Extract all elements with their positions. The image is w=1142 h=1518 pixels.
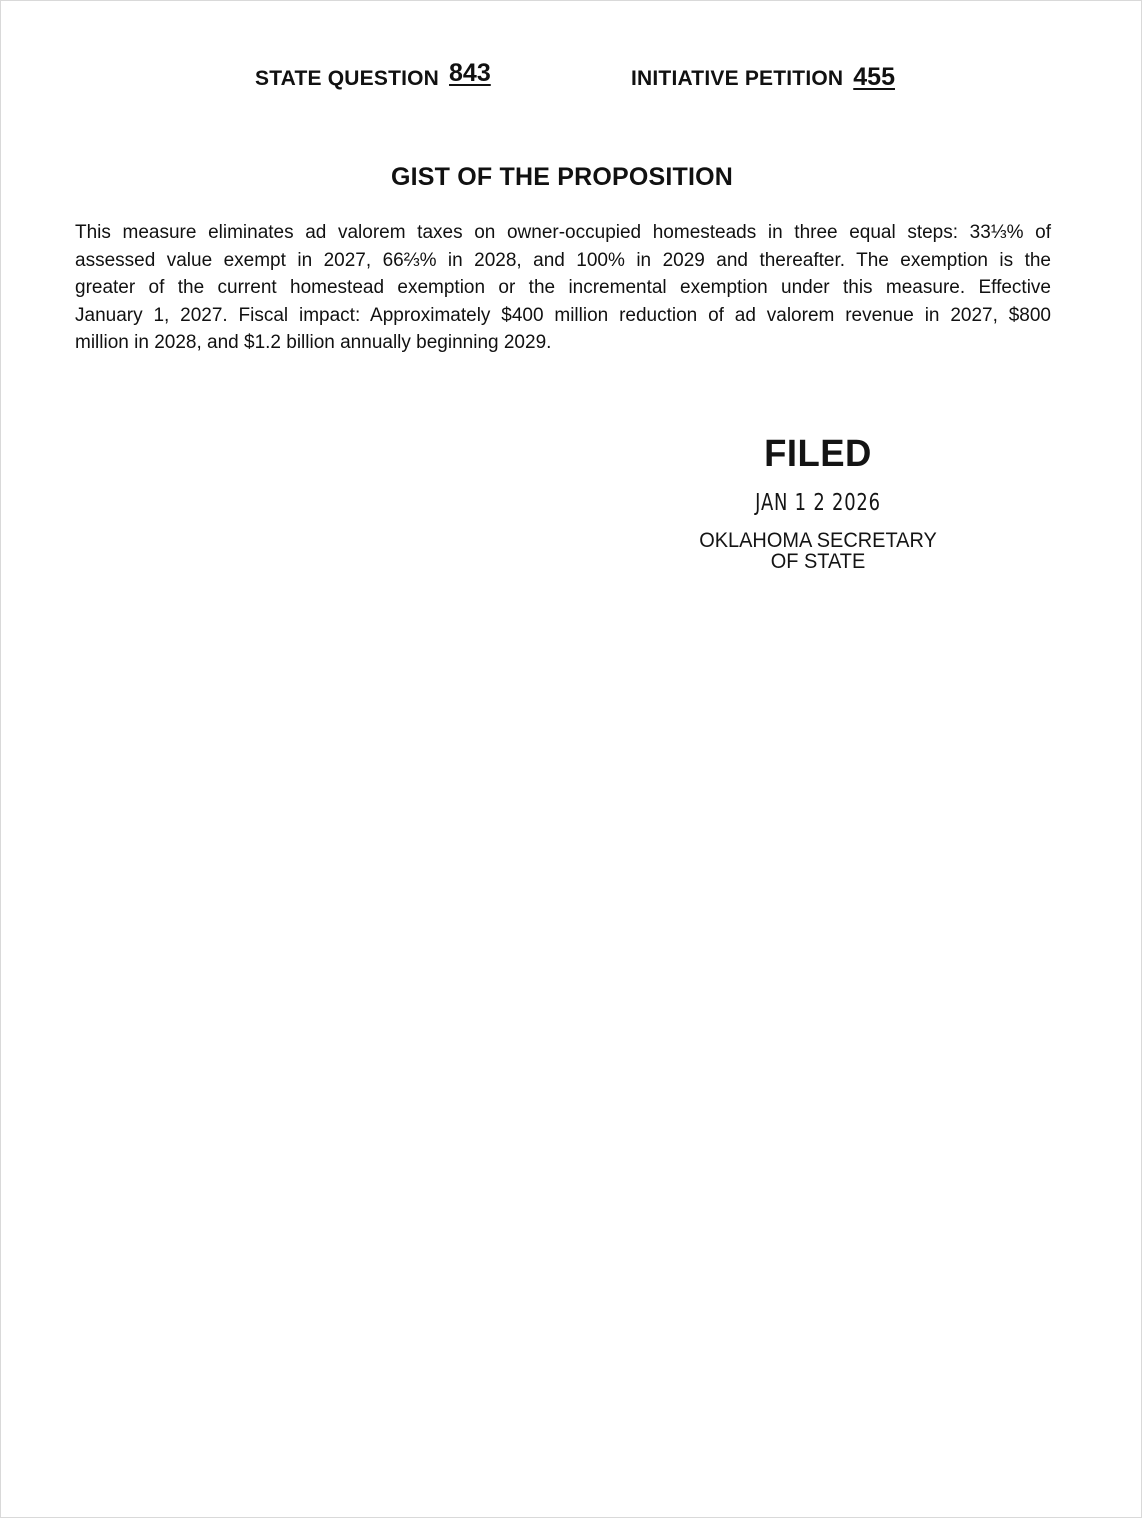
initiative-petition-number: 455 xyxy=(853,63,895,91)
initiative-petition xyxy=(631,63,895,92)
document-title: GIST OF THE PROPOSITION xyxy=(390,163,734,191)
state-question xyxy=(255,59,491,92)
stamp-date: JAN 1 2 2026 xyxy=(755,490,881,516)
stamp-office-line2: OF STATE xyxy=(770,550,866,573)
gist-paragraph xyxy=(75,219,1051,357)
initiative-petition-label: INITIATIVE PETITION xyxy=(631,67,844,90)
stamp-office xyxy=(680,530,956,572)
document-header xyxy=(1,59,1142,103)
state-question-number: 843 xyxy=(449,59,491,87)
gist-line: assessed value exempt in 2027, 66⅔% in 2028, and 100% in 2029 and thereafter. The exemption is the xyxy=(75,249,1051,271)
state-question-label: STATE QUESTION xyxy=(255,67,440,90)
filed-stamp xyxy=(673,431,963,572)
stamp-office-line1: OKLAHOMA SECRETARY xyxy=(699,529,937,552)
gist-line: million in 2028, and $1.2 billion annually beginning 2029. xyxy=(75,332,552,353)
gist-line: January 1, 2027. Fiscal impact: Approximately $400 million reduction of ad valorem revenue in 2027, $800 xyxy=(75,304,1051,326)
gist-line: This measure eliminates ad valorem taxes on owner-occupied homesteads in three equal steps: 33⅓% of xyxy=(75,222,1051,243)
gist-line: greater of the current homestead exemption or the incremental exemption under this measure. Effective xyxy=(75,277,1051,298)
stamp-filed-text: FILED xyxy=(764,433,872,475)
